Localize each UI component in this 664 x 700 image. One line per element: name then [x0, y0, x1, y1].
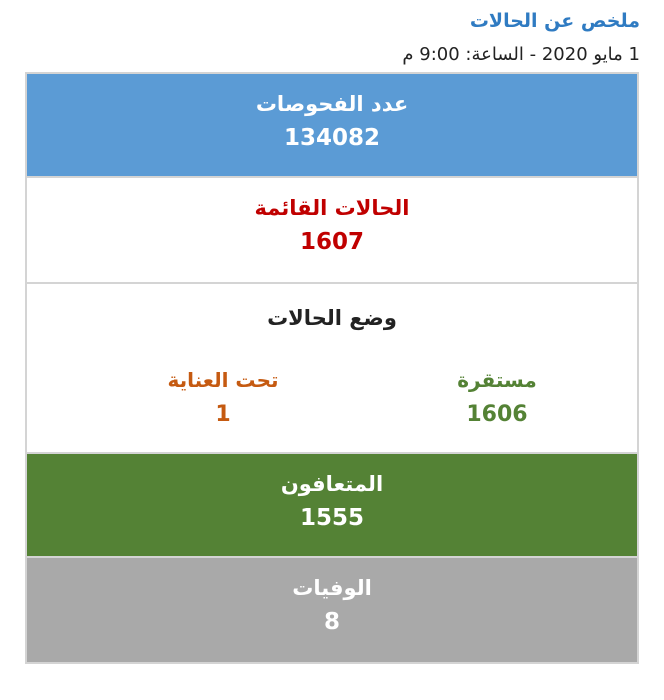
stable-cases — [387, 368, 607, 428]
recovered-label: المتعافون — [280, 472, 384, 496]
active-cases-value: 1607 — [299, 229, 364, 256]
recovered-value: 1555 — [299, 505, 364, 532]
recovered-panel — [25, 454, 639, 558]
stable-cases-label: مستقرة — [457, 368, 537, 392]
deaths-value: 8 — [323, 609, 340, 636]
case-status-panel — [25, 284, 639, 454]
intensive-care-value: 1 — [215, 402, 231, 427]
page-title: ملخص عن الحالات — [469, 10, 640, 32]
active-cases-panel — [25, 178, 639, 284]
stable-cases-value: 1606 — [466, 402, 528, 427]
intensive-care-label: تحت العناية — [167, 368, 279, 392]
active-cases-label: الحالات القائمة — [254, 196, 410, 220]
tests-value: 134082 — [283, 125, 381, 152]
intensive-care-cases — [113, 368, 333, 428]
deaths-panel — [25, 558, 639, 664]
case-status-title: وضع الحالات — [267, 306, 397, 330]
tests-label: عدد الفحوصات — [255, 92, 409, 116]
tests-panel — [25, 72, 639, 178]
update-timestamp: 1 مايو 2020 - الساعة: 9:00 م — [402, 44, 640, 65]
deaths-label: الوفيات — [292, 576, 372, 600]
